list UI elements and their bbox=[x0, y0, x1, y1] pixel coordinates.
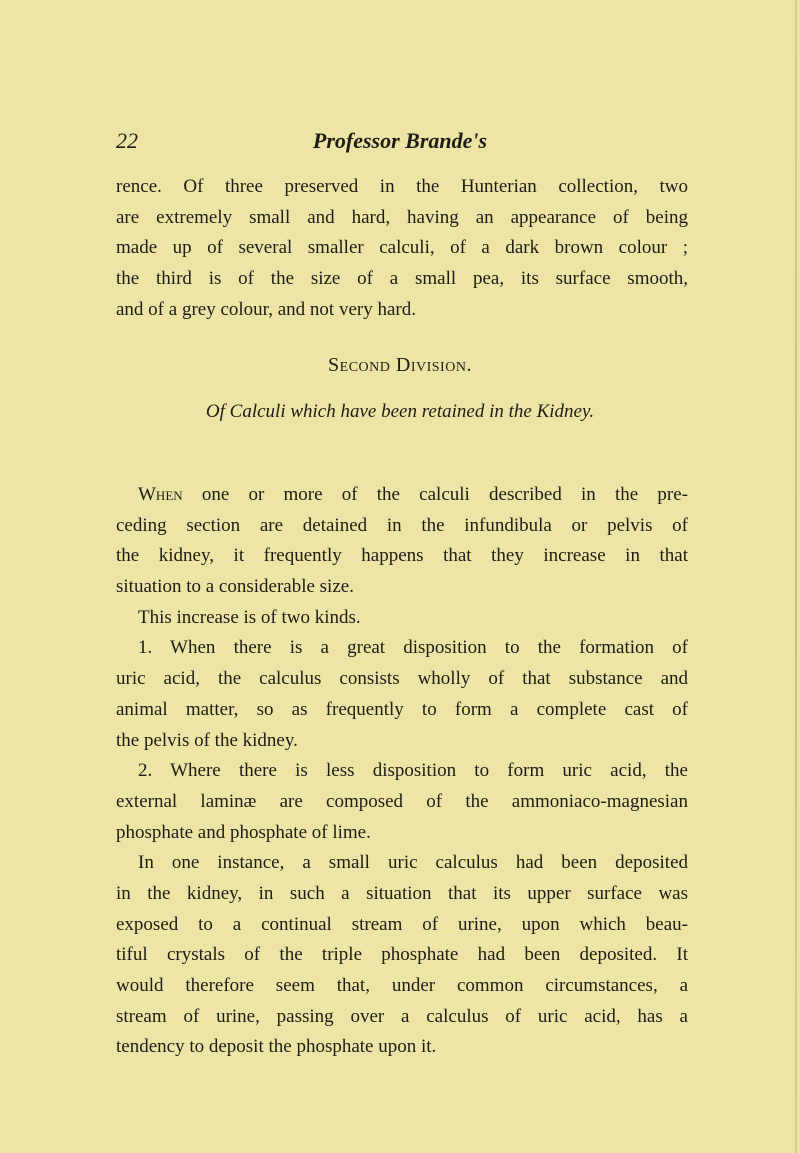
text-line: animal matter, so as frequently to form a complete cast of bbox=[116, 698, 688, 720]
text-line: and of a grey colour, and not very hard. bbox=[116, 298, 416, 320]
text-run: one or more of the calculi described in the pre- bbox=[182, 484, 688, 505]
page-number: 22 bbox=[116, 128, 138, 153]
paragraph-continuation bbox=[116, 172, 688, 325]
text-line: tiful crystals of the triple phosphate had been deposited. It bbox=[116, 944, 688, 966]
text-line: In one instance, a small uric calculus had been deposited bbox=[138, 852, 688, 874]
text-line: stream of urine, passing over a calculus of uric acid, has a bbox=[116, 1005, 688, 1027]
text-line: the kidney, it frequently happens that they increase in that bbox=[116, 545, 688, 567]
text-line: the pelvis of the kidney. bbox=[116, 729, 298, 751]
text-line: ceding section are detained in the infundibula or pelvis of bbox=[116, 514, 688, 536]
text-line: external laminæ are composed of the ammoniaco-magnesian bbox=[116, 790, 688, 812]
text-line: are extremely small and hard, having an appearance of being bbox=[116, 206, 688, 228]
text-line: tendency to deposit the phosphate upon it. bbox=[116, 1036, 437, 1058]
section-heading: Second Division. bbox=[328, 354, 472, 376]
text-line: would therefore seem that, under common circumstances, a bbox=[116, 975, 688, 996]
running-head: Professor Brande's bbox=[312, 128, 488, 153]
text-line: 1. When there is a great disposition to the formation of bbox=[138, 637, 688, 659]
text-line: This increase is of two kinds. bbox=[138, 606, 361, 628]
page-header bbox=[0, 128, 800, 158]
page-edge bbox=[795, 0, 797, 1153]
text-line bbox=[116, 480, 688, 511]
opening-word: When bbox=[138, 484, 183, 505]
text-line: in the kidney, in such a situation that its upper surface was bbox=[116, 882, 688, 904]
text-line: made up of several smaller calculi, of a dark brown colour ; bbox=[116, 237, 688, 259]
text-line: 2. Where there is less disposition to form uric acid, the bbox=[138, 760, 688, 782]
text-line: exposed to a continual stream of urine, upon which beau- bbox=[116, 913, 688, 935]
section-subtitle: Of Calculi which have been retained in the Kidney. bbox=[205, 401, 595, 422]
text-line: the third is of the size of a small pea, its surface smooth, bbox=[116, 268, 688, 290]
section-body bbox=[116, 480, 688, 1063]
text-line: phosphate and phosphate of lime. bbox=[116, 821, 371, 843]
text-line: situation to a considerable size. bbox=[116, 576, 354, 598]
text-line: uric acid, the calculus consists wholly of that substance and bbox=[116, 668, 688, 690]
text-line: rence. Of three preserved in the Hunterian collection, two bbox=[116, 176, 688, 197]
